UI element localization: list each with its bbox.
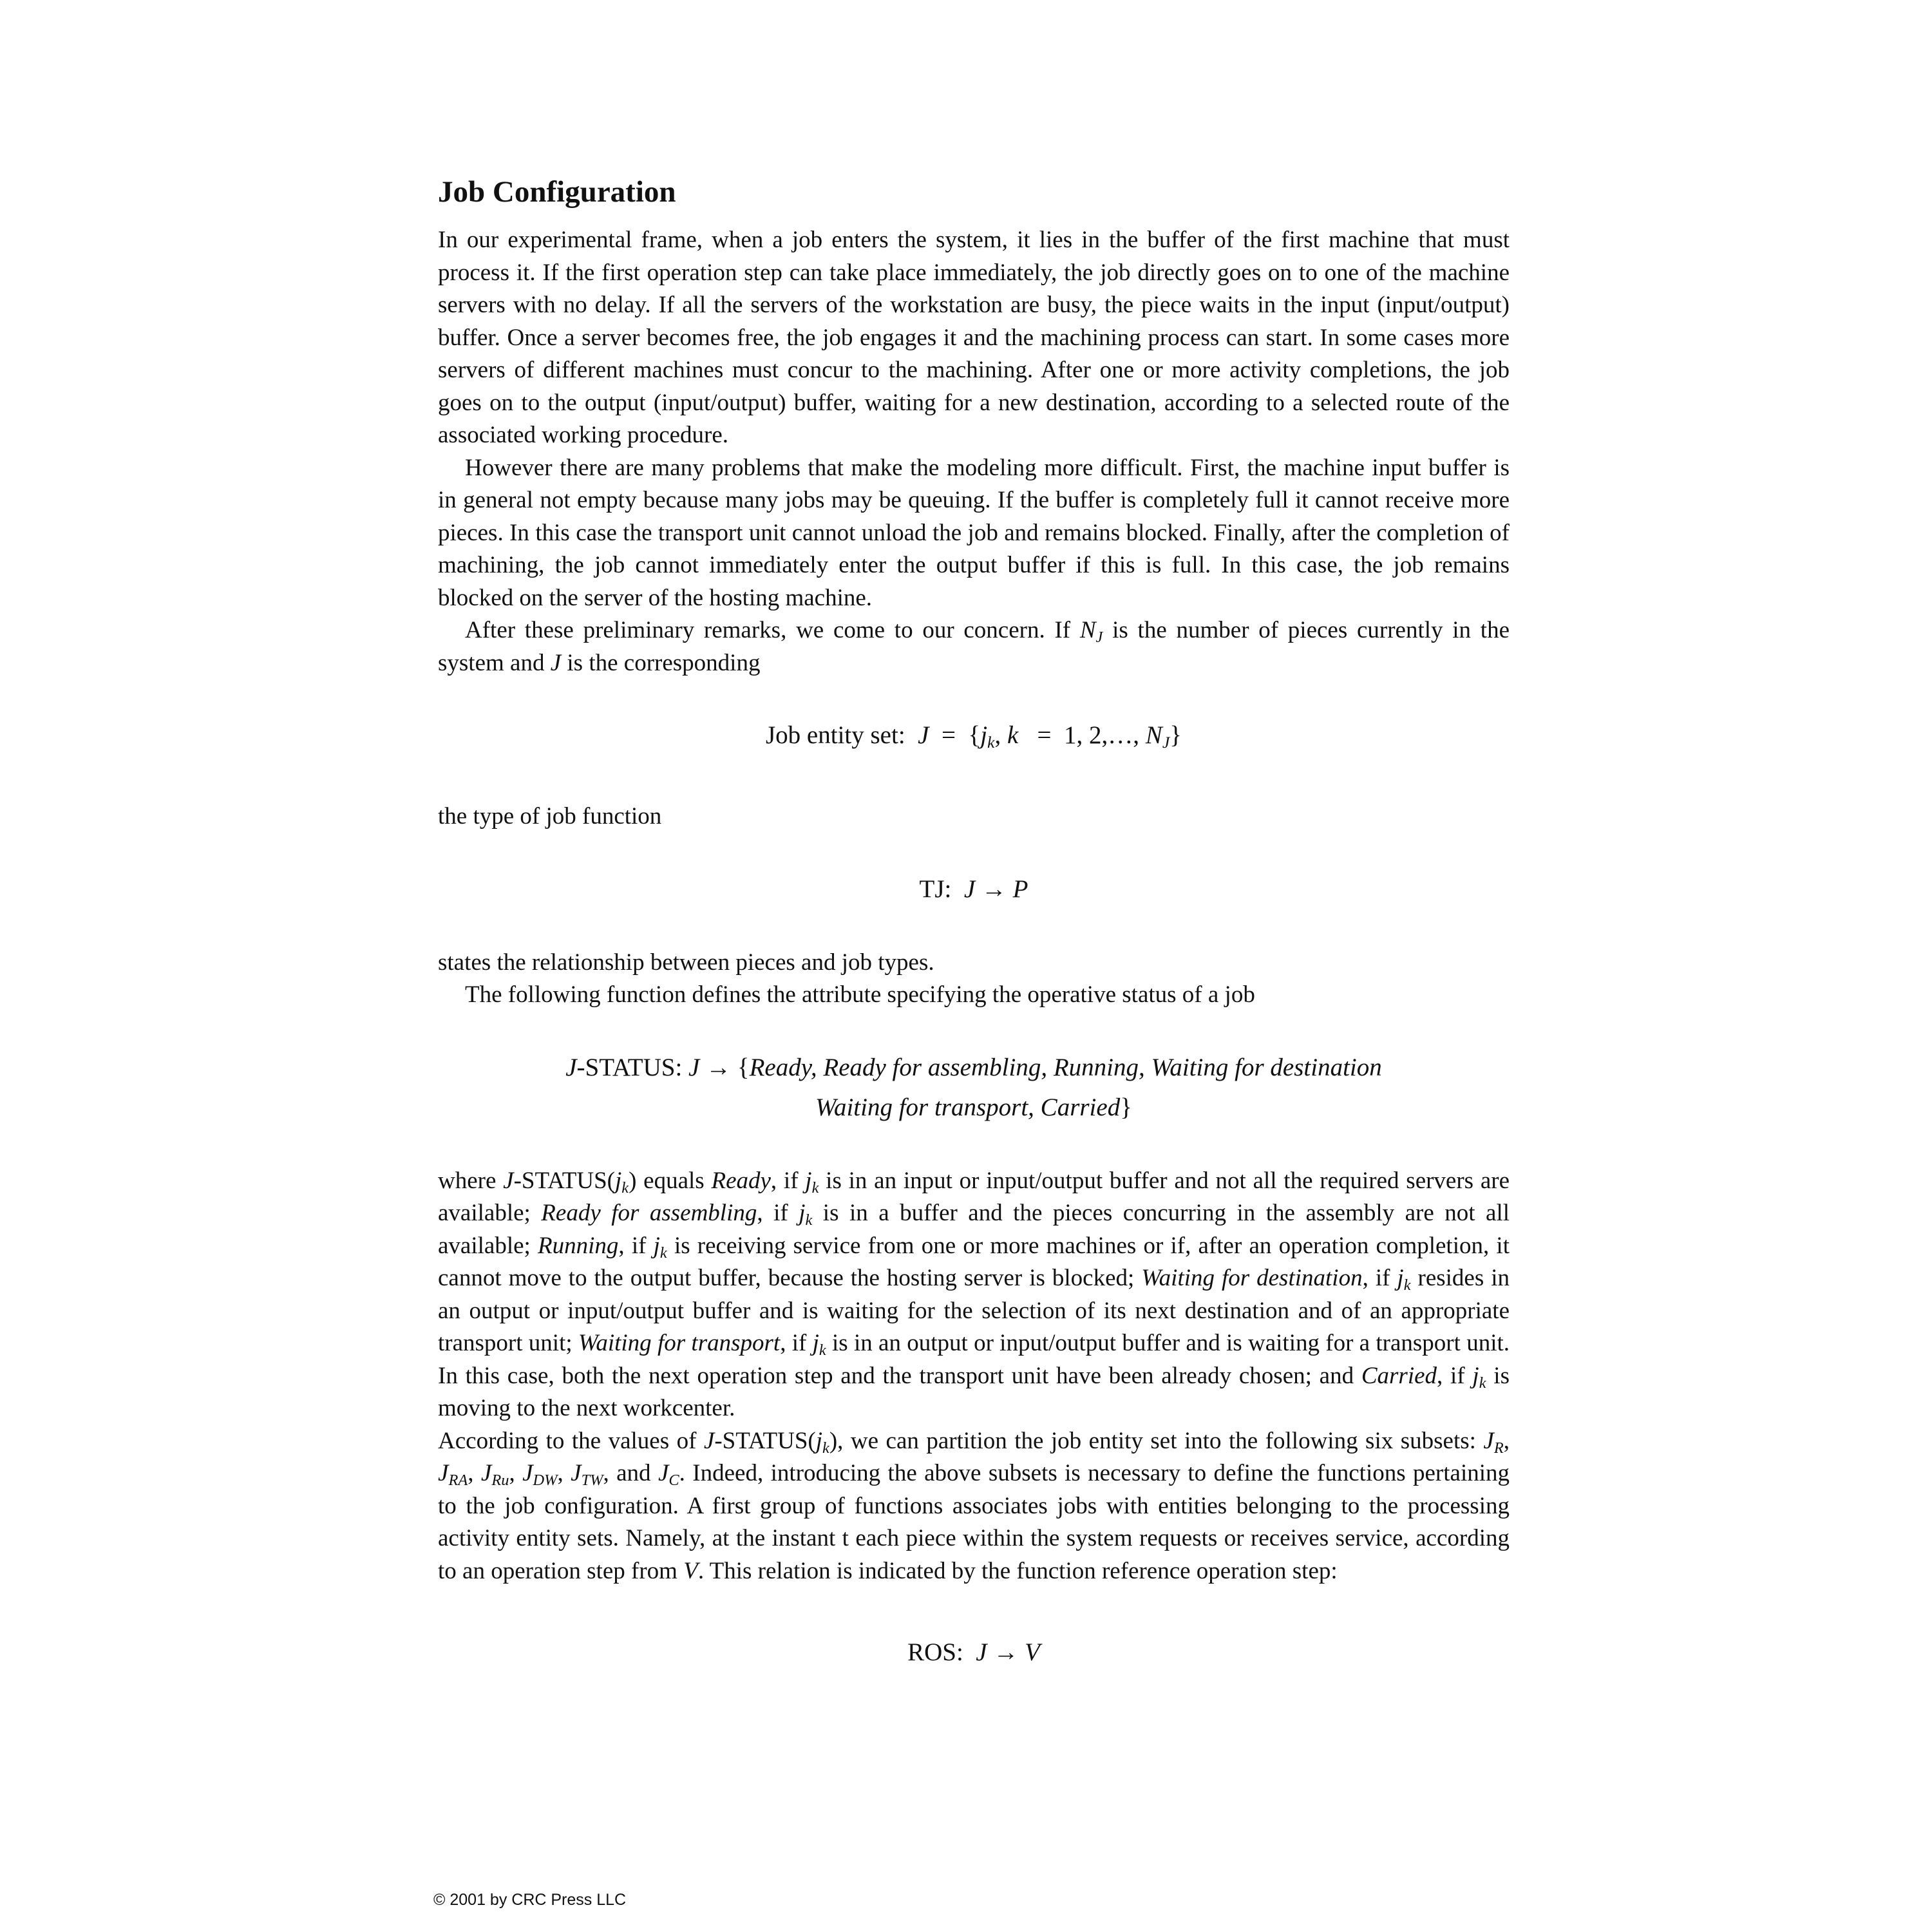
equation-j-status: J-STATUS: J → {Ready, Ready for assembling, Running, Waiting for destination Waiting for transport, Carried}: [565, 1053, 1382, 1121]
paragraph-8: According to the values of $J-STATUS(j_k)$, we can partition the job entity set into the following six subsets: $J_R$, $J_{RA}$, $J_{Ru}$, $J_{DW}$, $J_{TW}$, and $J_C$. Indeed, introducing the above subsets is necessary to define the functions pertaining to the job configuration. A first group of functions associates jobs with entities belonging to the processing activity entity sets. Namely, at the instant t each piece within the system requests or receives service, according to an operation step from V. This relation is indicated by the function reference operation step:: [438, 1427, 1510, 1584]
section-title: Job Configuration: [438, 175, 676, 209]
page-content: [438, 174, 1510, 1672]
paragraph-7: where $J-STATUS(j_k)$ equals Ready, if $j_k$ is in an input or input/output buffer and not all the required servers are available; Ready for assembling, if $j_k$ is in a buffer and the pieces concurring in the assembly are not all available; Running, if $j_k$ is receiving service from one or more machines or if, after an operation completion, it cannot move to the output buffer, because the hosting server is blocked; Waiting for destination, if $j_k$ resides in an output or input/output buffer and is waiting for the selection of its next destination and of an appropriate transport unit; Waiting for transport, if $j_k$ is in an output or input/output buffer and is waiting for a transport unit. In this case, both the next operation step and the transport unit have been already chosen; and Carried, if $j_k$ is moving to the next workcenter.: [438, 1167, 1510, 1422]
paragraph-6: The following function defines the attribute specifying the operative status of a job: [465, 981, 1255, 1009]
equation-job-entity-set: Job entity set: $J = \{j_k$, k = 1, 2,…, $N_J$}: [766, 721, 1182, 752]
equation-tj: TJ: J → P: [919, 875, 1028, 903]
paragraph-4: the type of job function: [438, 803, 662, 830]
paragraph-2: However there are many problems that make the modeling more difficult. First, the machine input buffer is in general not empty because many jobs may be queuing. If the buffer is completely full it cannot receive more pieces. In this case the transport unit cannot unload the job and remains blocked. Finally, after the completion of machining, the job cannot immediately enter the output buffer if this is full. In this case, the job remains blocked on the server of the hosting machine.: [438, 454, 1510, 611]
equation-ros: ROS: J → V: [907, 1638, 1040, 1667]
copyright-footer: © 2001 by CRC Press LLC: [433, 1891, 627, 1909]
var-nj: N: [1079, 617, 1096, 644]
paragraph-3: After these preliminary remarks, we come to our concern. If $N_J$ is the number of pieces currently in the system and J is the corresponding: [438, 617, 1510, 676]
paragraph-5: states the relationship between pieces and job types.: [438, 949, 934, 976]
paragraph-1: In our experimental frame, when a job enters the system, it lies in the buffer of the first machine that must process it. If the first operation step can take place immediately, the job directly goes on to one of the machine servers with no delay. If all the servers of the workstation are busy, the piece waits in the input (input/output) buffer. Once a server becomes free, the job engages it and the machining process can start. In some cases more servers of different machines must concur to the machining. After one or more activity completions, the job goes on to the output (input/output) buffer, waiting for a new destination, according to a selected route of the associated working procedure.: [438, 227, 1510, 449]
